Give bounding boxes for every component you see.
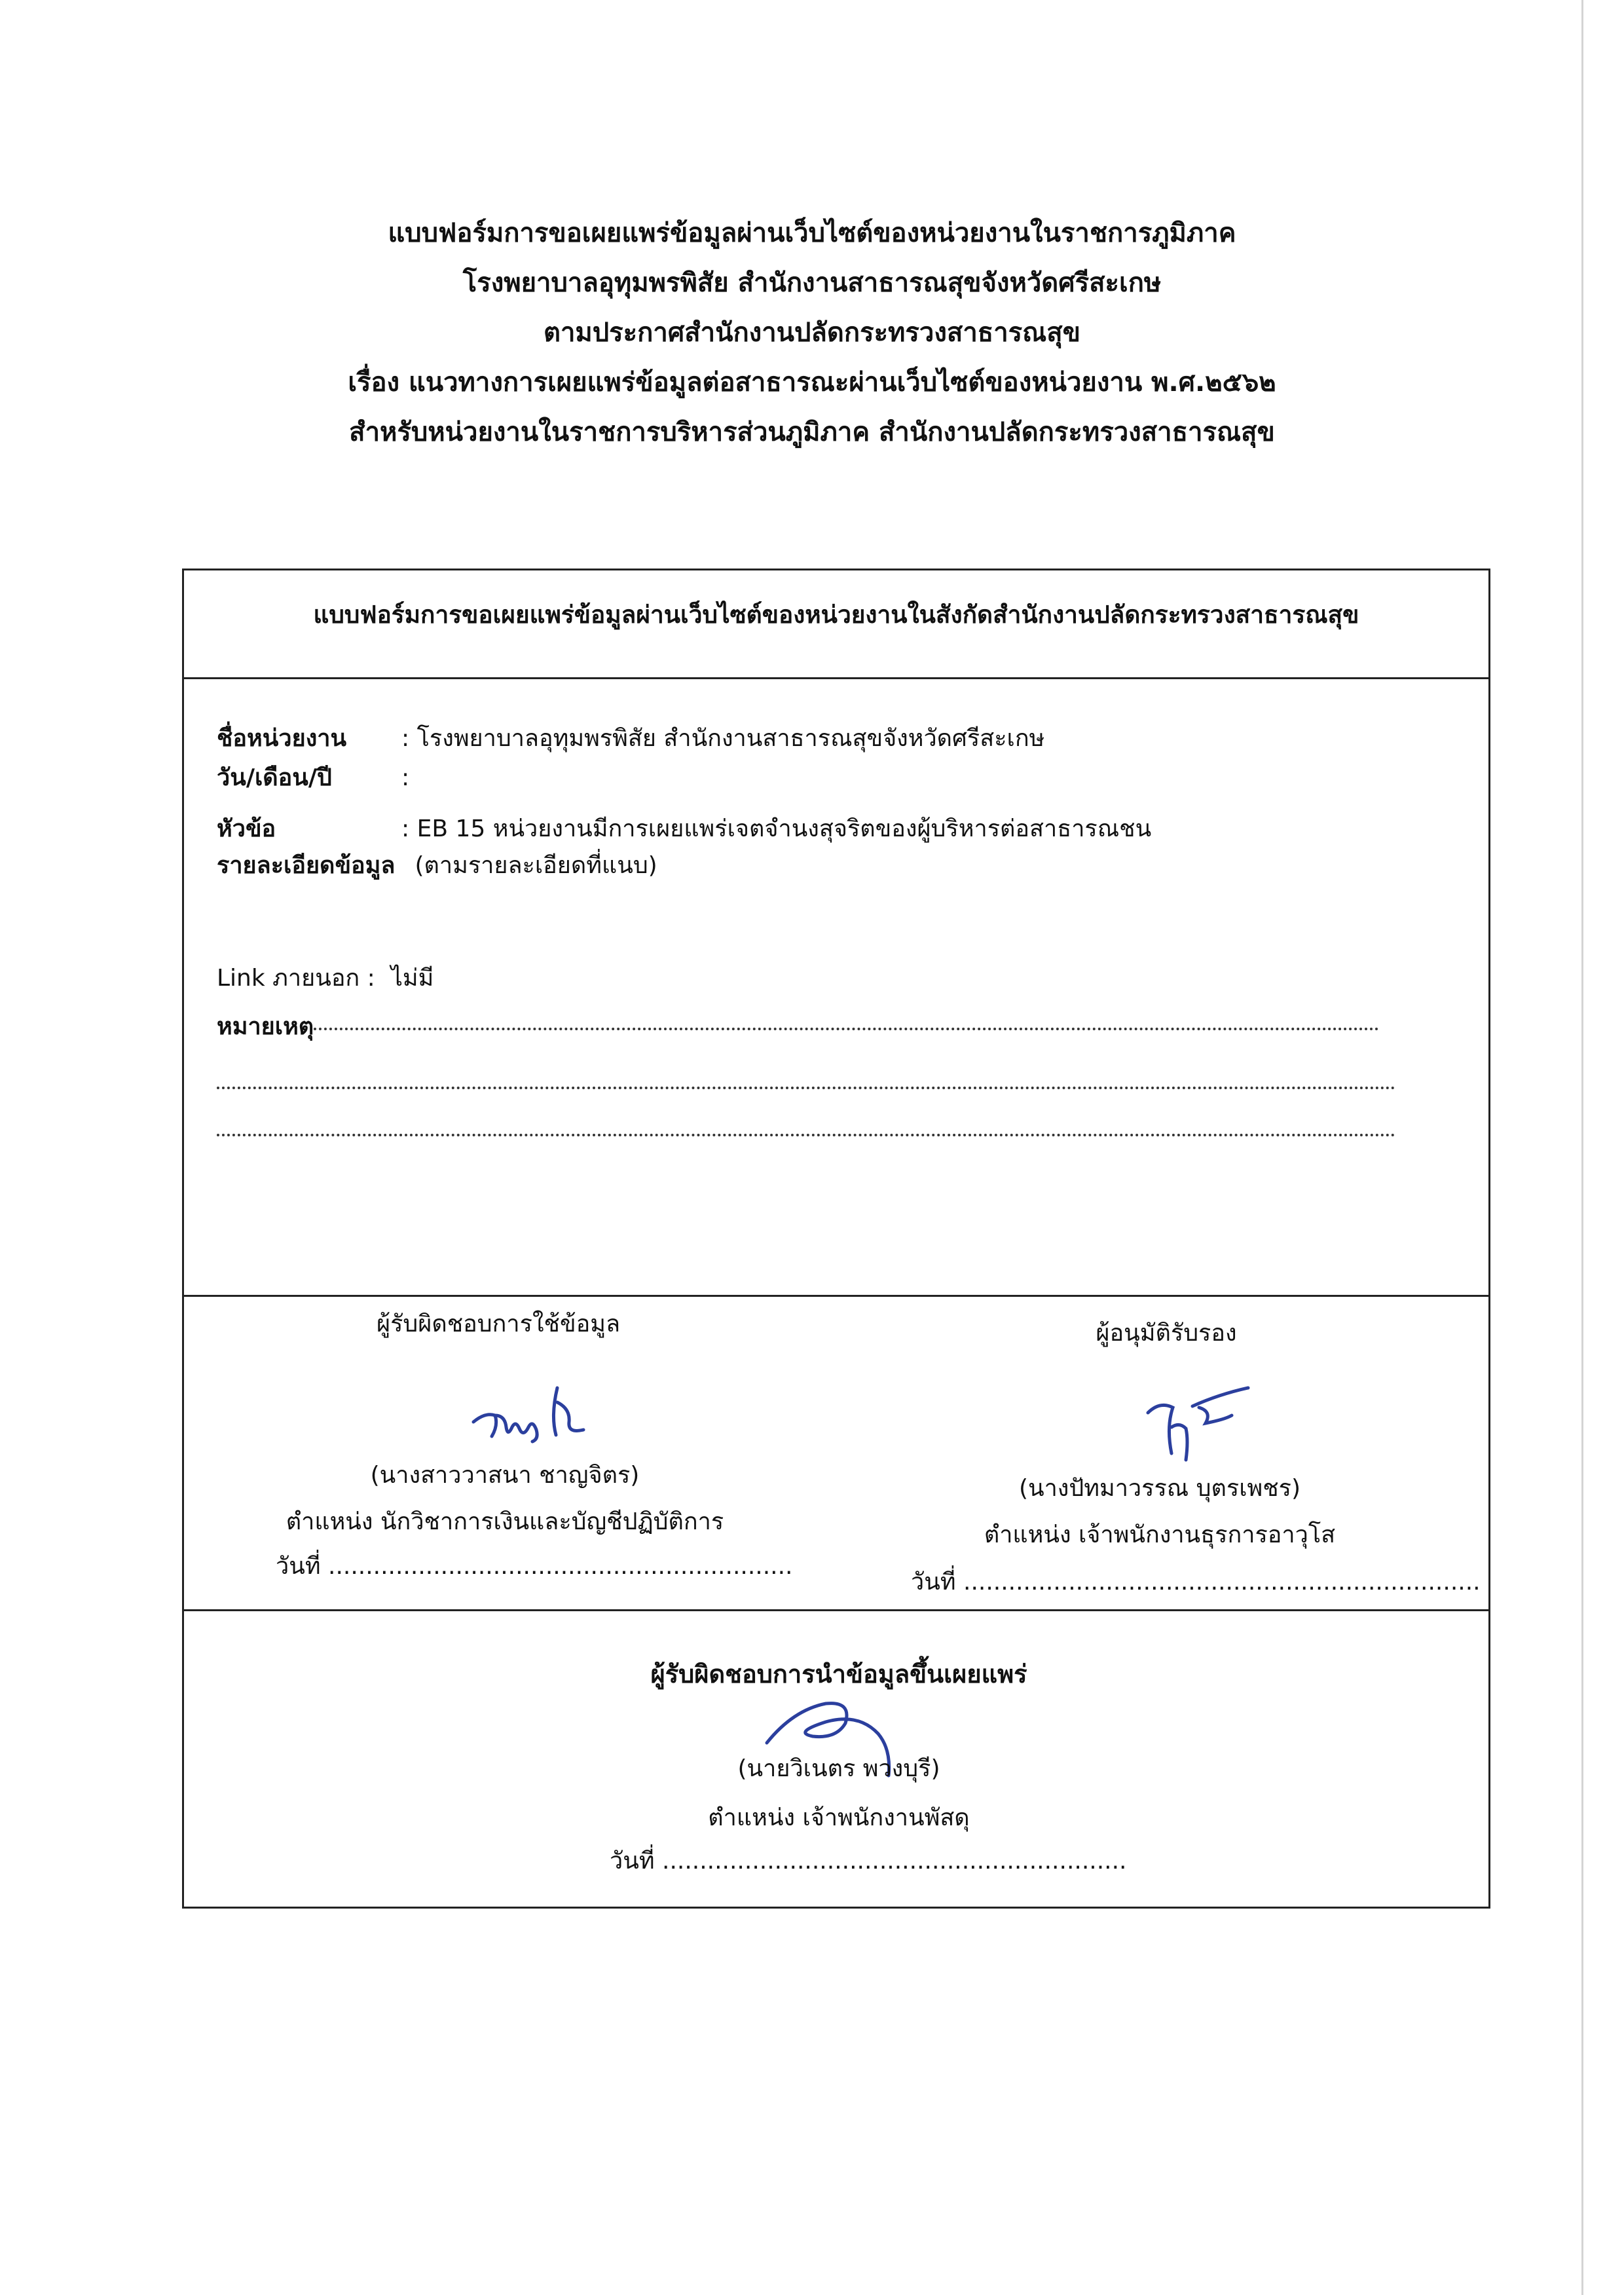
header-line-5: สำหรับหน่วยงานในราชการบริหารส่วนภูมิภาค สำนักงานปลัดกระทรวงสาธารณสุข: [349, 417, 1275, 447]
detail-value: (ตามรายละเอียดที่แนบ): [415, 852, 657, 879]
approver-name: (นางปัทมาวรรณ บุตรเพชร): [1018, 1475, 1301, 1502]
remark-dotted-line-3: [217, 1134, 1395, 1136]
responsible-title: ผู้รับผิดชอบการใช้ข้อมูล: [376, 1311, 621, 1337]
header-line-1: แบบฟอร์มการขอเผยแพร่ข้อมูลผ่านเว็บไซต์ของหน่วยงานในราชการภูมิภาค: [388, 218, 1236, 248]
publisher-name: (นายวิเนตร พวงบุรี): [737, 1755, 940, 1782]
unit-value: : โรงพยาบาลอุทุมพรพิสัย สำนักงานสาธารณสุขจังหวัดศรีสะเกษ: [401, 725, 1045, 752]
publisher-title: ผู้รับผิดชอบการนำข้อมูลขึ้นเผยแพร่: [650, 1660, 1027, 1689]
publisher-position: ตำแหน่ง เจ้าพนักงานพัสดุ: [708, 1804, 970, 1831]
publisher-divider: [184, 1609, 1488, 1611]
topic-label: หัวข้อ: [217, 815, 276, 842]
remark-dotted-line: [314, 1025, 1379, 1030]
detail-label: รายละเอียดข้อมูล: [217, 852, 396, 879]
remark-row: [217, 1011, 1379, 1043]
unit-row: [217, 722, 1044, 755]
responsible-name: (นางสาววาสนา ชาญจิตร): [370, 1462, 640, 1489]
header-line-4: เรื่อง แนวทางการเผยแพร่ข้อมูลต่อสาธารณะผ่านเว็บไซต์ของหน่วยงาน พ.ศ.๒๕๖๒: [348, 367, 1276, 398]
date-row: [217, 762, 409, 794]
topic-value: : EB 15 หน่วยงานมีการเผยแพร่เจตจำนงสุจริตของผู้บริหารต่อสาธารณชน: [401, 815, 1152, 842]
detail-row: [217, 849, 657, 882]
header-line-2: โรงพยาบาลอุทุมพรพิสัย สำนักงานสาธารณสุขจังหวัดศรีสะเกษ: [462, 268, 1162, 298]
approver-position: ตำแหน่ง เจ้าพนักงานธุรการอาวุโส: [984, 1521, 1336, 1548]
approver-date: วันที่ .....................................................................: [911, 1569, 1481, 1595]
publisher-date: วันที่ ..............................................................: [610, 1848, 1127, 1875]
approver-signature: [1140, 1381, 1258, 1480]
date-value: :: [401, 764, 410, 791]
title-divider: [184, 677, 1488, 679]
form-title: แบบฟอร์มการขอเผยแพร่ข้อมูลผ่านเว็บไซต์ของหน่วยงานในสังกัดสำนักงานปลัดกระทรวงสาธารณสุข: [313, 601, 1359, 629]
remark-label: หมายเหตุ: [217, 1013, 314, 1040]
unit-label: ชื่อหน่วยงาน: [217, 725, 347, 752]
responsible-signature: [459, 1376, 603, 1461]
link-label: Link ภายนอก :: [217, 965, 375, 992]
remark-dotted-line-2: [217, 1087, 1395, 1089]
header-line-3: ตามประกาศสำนักงานปลัดกระทรวงสาธารณสุข: [543, 318, 1081, 348]
responsible-date: วันที่ ..............................................................: [276, 1553, 793, 1580]
link-value: ไม่มี: [390, 965, 434, 992]
approver-title: ผู้อนุมัติรับรอง: [1096, 1320, 1237, 1347]
topic-row: [217, 813, 1151, 846]
form-box: [182, 569, 1490, 1909]
document-header: [0, 208, 1624, 457]
date-label: วัน/เดือน/ปี: [217, 764, 332, 791]
responsible-position: ตำแหน่ง นักวิชาการเงินและบัญชีปฏิบัติการ: [286, 1508, 724, 1535]
signature-divider: [184, 1295, 1488, 1297]
link-row: [217, 962, 434, 995]
